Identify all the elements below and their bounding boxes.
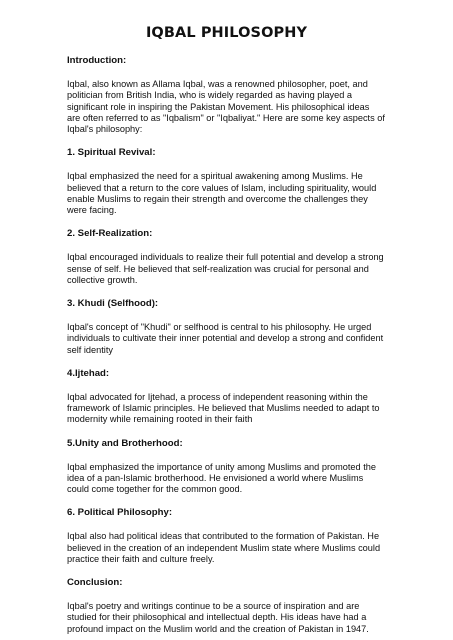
section-heading-political: 6. Political Philosophy: — [67, 507, 173, 519]
section-heading-khudi: 3. Khudi (Selfhood): — [67, 298, 159, 309]
section-heading-conclusion: Conclusion: — [67, 577, 123, 588]
section-heading-spiritual-revival: 1. Spiritual Revival: — [67, 147, 156, 159]
document-title: IQBAL PHILOSOPHY — [145, 25, 308, 41]
document-body — [67, 55, 397, 635]
section-text-ijtehad: Iqbal advocated for Ijtehad, a process of independent reasoning within the framework of Islamic principles. He believed that Muslims needed to adapt to modernity while remaining rooted in their faith — [67, 391, 380, 425]
section-text-khudi: Iqbal's concept of "Khudi" or selfhood is central to his philosophy. He urged individuals to cultivate their inner potential and develop a strong and confident self identity — [67, 322, 384, 355]
section-heading-ijtehad: 4.Ijtehad: — [67, 367, 110, 379]
section-text-political: Iqbal also had political ideas that contributed to the formation of Pakistan. He believed in the creation of an independent Muslim state where Muslims could practice their faith and culture freely. — [67, 531, 381, 564]
section-heading-unity: 5.Unity and Brotherhood: — [67, 437, 183, 449]
section-heading-introduction: Introduction: — [67, 55, 127, 66]
section-heading-self-realization: 2. Self-Realization: — [67, 228, 153, 240]
section-text-introduction: Iqbal, also known as Allama Iqbal, was a renowned philosopher, poet, and politician from British India, who is widely regarded as having played a significant role in inspiring the Pakistan Movement. His philosophical ideas are often referred to as "Iqbalism" or "Iqbaliyat." Here are some key aspects of Iqbal's philosophy: — [67, 79, 385, 134]
section-text-spiritual-revival: Iqbal emphasized the need for a spiritual awakening among Muslims. He believed that a return to the core values of Islam, including spirituality, would enable Muslims to regain their strength and overcome the challenges they were facing. — [67, 171, 377, 215]
section-text-unity: Iqbal emphasized the importance of unity among Muslims and promoted the idea of a pan-Islamic brotherhood. He envisioned a world where Muslims could come together for the common good. — [67, 461, 376, 494]
section-text-self-realization: Iqbal encouraged individuals to realize their full potential and develop a strong sense of self. He believed that self-realization was crucial for personal and collective growth. — [67, 252, 384, 285]
section-text-conclusion: Iqbal's poetry and writings continue to be a source of inspiration and are studied for their philosophical and intellectual depth. His ideas have had a profound impact on the Muslim world and the creation of Pakistan in 1947. — [67, 601, 369, 634]
